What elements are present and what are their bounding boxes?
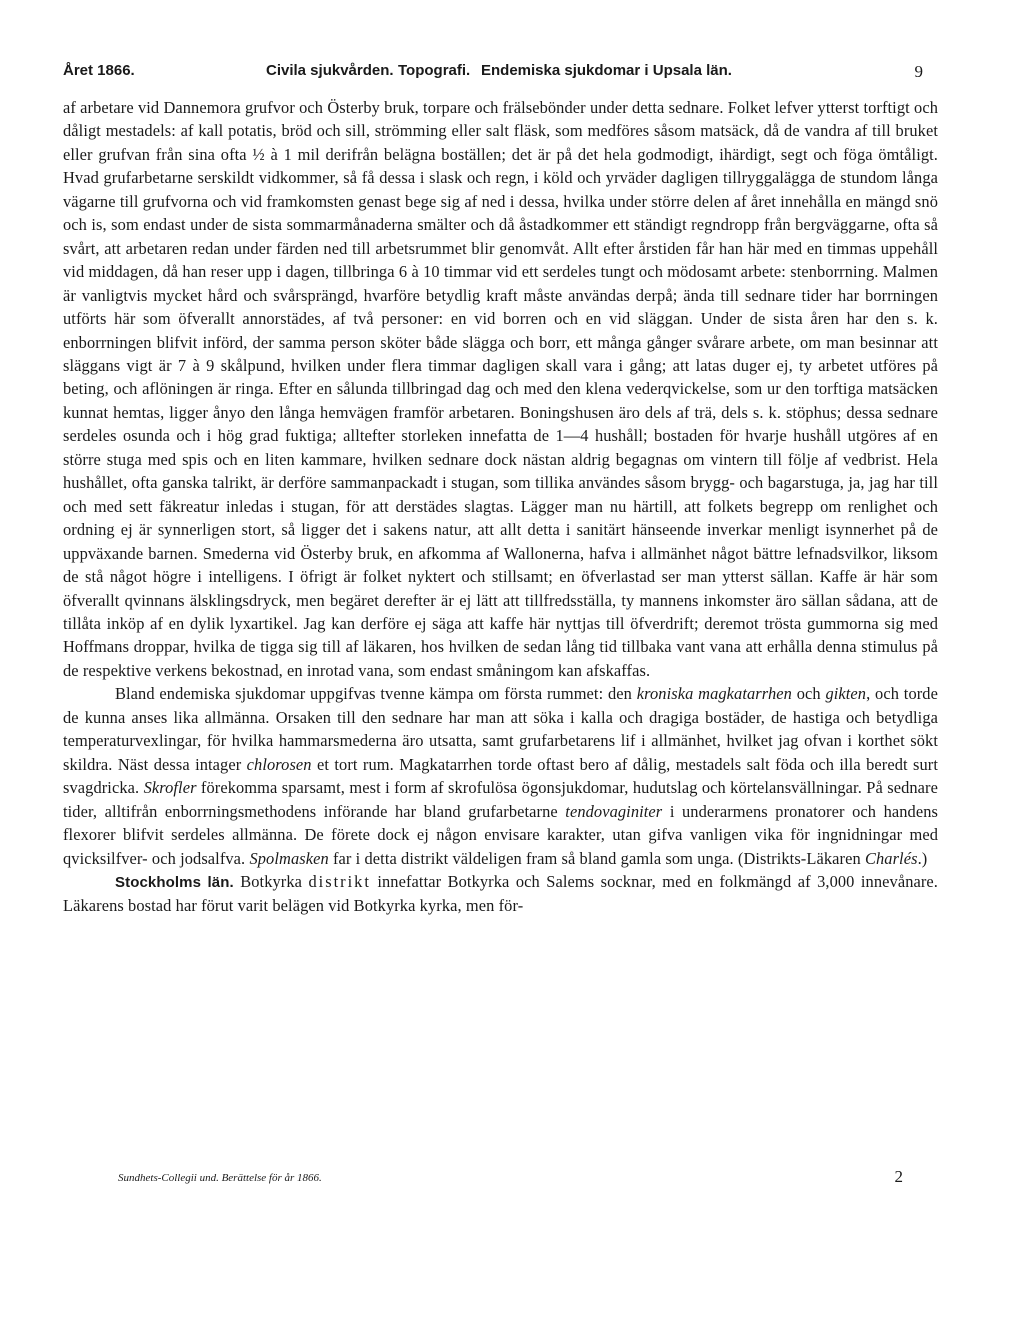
p2-author: Charlés — [864, 848, 918, 868]
p3-text: innefattar Botkyrka och Salems socknar, med en folkmängd af 3,000 innevånare. Läkarens bostad har förut varit belägen vid Botkyrka kyrka, men för- — [63, 871, 938, 916]
footer-note: Sundhets-Collegii und. Berättelse för år 1866. — [118, 1172, 322, 1184]
p2-term-chlorosen: chlorosen — [246, 754, 312, 774]
p2-text: , och torde de kunna anses lika allmänna. Orsaken till den sednare har man att söka i kalla och dragiga bostäder, de hastiga och betydliga temperaturvexlingar, för hvilka hammarsmederna äro utsatta, samt grufarbetarens lif i allmänhet, hvilket jag ofvan i korthet sökt skildra. Näst dessa intager — [63, 684, 938, 774]
p2-term-gikten: gikten — [825, 684, 867, 704]
section-heading-stockholm: Stockholms län. — [115, 873, 234, 891]
paragraph-1: af arbetare vid Dannemora grufvor och Österby bruk, torpare och frälsebönder under detta sednare. Folket lefver ytterst torftigt och dåligt mestadels: af kall potatis, bröd och sill, strömming eller salt fläsk, som medföres såsom matsäck, då de vandra af till bruket eller grufvan från sina ofta ½ à 1 mil derifrån belägna boställen; det är på det hela godmodigt, ihärdigt, segt och föga ömtåligt. Hvad grufarbetarne serskildt vidkommer, så få dessa i slask och regn, i köld och yrväder dagligen tillryggalägga de stundom långa vägarne till grufvorna och vid framkomsten genast bege sig af ned i dessa, hvilka under större delen af året innehålla en mängd snö och is, som endast under de sista sommarmånaderna smälter och då åstadkommer ett ständigt regndropp från bergväggarne, ofta så svårt, att arbetaren redan under färden ned till arbetsrummet blir genomvåt. Allt efter årstiden får han här med en timmas uppehåll vid middagen, då han reser upp i dagen, tillbringa 6 à 10 timmar vid ett serdeles tungt och mödosamt arbete: stenborrning. Malmen är vanligtvis mycket hård och svårsprängd, hvarföre betydlig kraft måste användas derpå; ända till sednare tider har borrningen utförts här som öfverallt annorstädes, af två personer: en vid borren och en vid släggan. Under de sista åren har den s. k. enborrningen blifvit införd, der samma person sköter både slägga och borr, ett många gånger svårare arbete, om man besinnar att släggans vigt är 7 à 9 skålpund, hvilken under flera timmar dagligen skall vara i gång; att latas duger ej, ty arbetet utföres på beting, och aflöningen är ringa. Efter en sålunda tillbringad dag och med den klena vederqvickelse, som ur den torftiga matsäcken kunnat hemtas, ligger ånyo den långa hemvägen framför arbetaren. Boningshusen äro dels af trä, dels s. k. stöphus; dessa sednare serdeles osunda och i hög grad fuktiga; alltefter storleken innefatta de 1—4 hushåll; bostaden för hvarje hushåll utgöres af en större stuga med spis och en liten kammare, hvilken sednare dock nästan aldrig begagnas om vintern till följe af vedbrist. Hela hushållet, ofta ganska talrikt, är derföre sammanpackadt i stugan, som tillika användes såsom brygg- och bagarstuga, ja, jag har till och med sett fäkreatur inledas i stugan, för att derstädes slagtas. Lägger man nu härtill, att folkets begrepp om renlighet och ordning ej är synnerligen stort, så ligger det i sakens natur, att allt detta i sanitärt hänseende inverkar menligt isynnerhet på de uppväxande barnen. Smederna vid Österby bruk, en afkomma af Wallonerna, hafva i allmänhet något bättre lefnadsvilkor, liksom de stå något högre i intelligens. I öfrigt är folket nyktert och stillsamt; en öfverlastad ser man ytterst sällan. Kaffe är här som öfverallt qvinnans älsklingsdryck, men begäret derefter är ej lätt att tillfredsställa, ty mannens inkomster äro sällan sådana, att de tillåta inköp af en dylik lyxartikel. Jag kan derföre ej säga att kaffe här nyttjas till öfverdrift; deremot trösta gummorna sig med Hoffmans droppar, hvilka de tigga sig till af läkaren, hos hvilken de sedan lång tid tillbaka vant vana att erhålla denna stimulus på de respektive verkens bekostnad, en inrotad vana, som endast småningom kan afskaffas. — [63, 98, 938, 680]
p2-text: förekomma sparsamt, mest i form af skrofulösa ögonsjukdomar, hudutslag och körtelansvällningar. På sednare tider, alltifrån enborrningsmethodens införande har bland grufarbetarne — [63, 778, 938, 821]
p2-text: och — [791, 684, 826, 704]
page-number: 9 — [914, 62, 923, 81]
p2-text: .) — [917, 848, 928, 868]
running-header — [63, 62, 923, 84]
p2-text: far i detta distrikt väldeligen fram så bland gamla som unga. (Distrikts-Läkaren — [328, 848, 865, 868]
paragraph-3 — [63, 870, 938, 918]
p3-text: Botkyrka — [233, 871, 309, 891]
page-footer — [118, 1167, 903, 1190]
p2-text: et tort rum. Magkatarrhen torde oftast bero af dålig, mestadels salt föda och illa beredt surt svagdricka. — [63, 754, 939, 798]
p3-text-spaced: distrikt — [308, 871, 371, 891]
header-section-topography: Topografi. — [398, 62, 471, 79]
p2-term-magkatarrh: kroniska magkatarrhen — [636, 684, 792, 704]
body-text — [63, 96, 938, 918]
paragraph-2 — [63, 682, 938, 870]
header-year: Året 1866. — [63, 62, 135, 79]
header-section-civil-care: Civila sjukvården. — [266, 62, 394, 79]
p2-text: i underarmens pronatorer och handens flexorer blifvit serdeles allmänna. De förete dock ej någon envisare karakter, utan gifva vanligen vika för ingnidningar med qvicksilfver- och jodsalfva. — [63, 801, 938, 868]
header-section-endemic: Endemiska sjukdomar i Upsala län. — [481, 62, 732, 79]
p2-text: Bland endemiska sjukdomar uppgifvas tvenne kämpa om första rummet: den — [115, 684, 637, 704]
signature-mark: 2 — [894, 1167, 903, 1186]
p2-term-spolmasken: Spolmasken — [249, 848, 329, 868]
p2-term-skrofler: Skrofler — [143, 778, 197, 798]
p2-term-tendovaginiter: tendovaginiter — [565, 801, 663, 821]
